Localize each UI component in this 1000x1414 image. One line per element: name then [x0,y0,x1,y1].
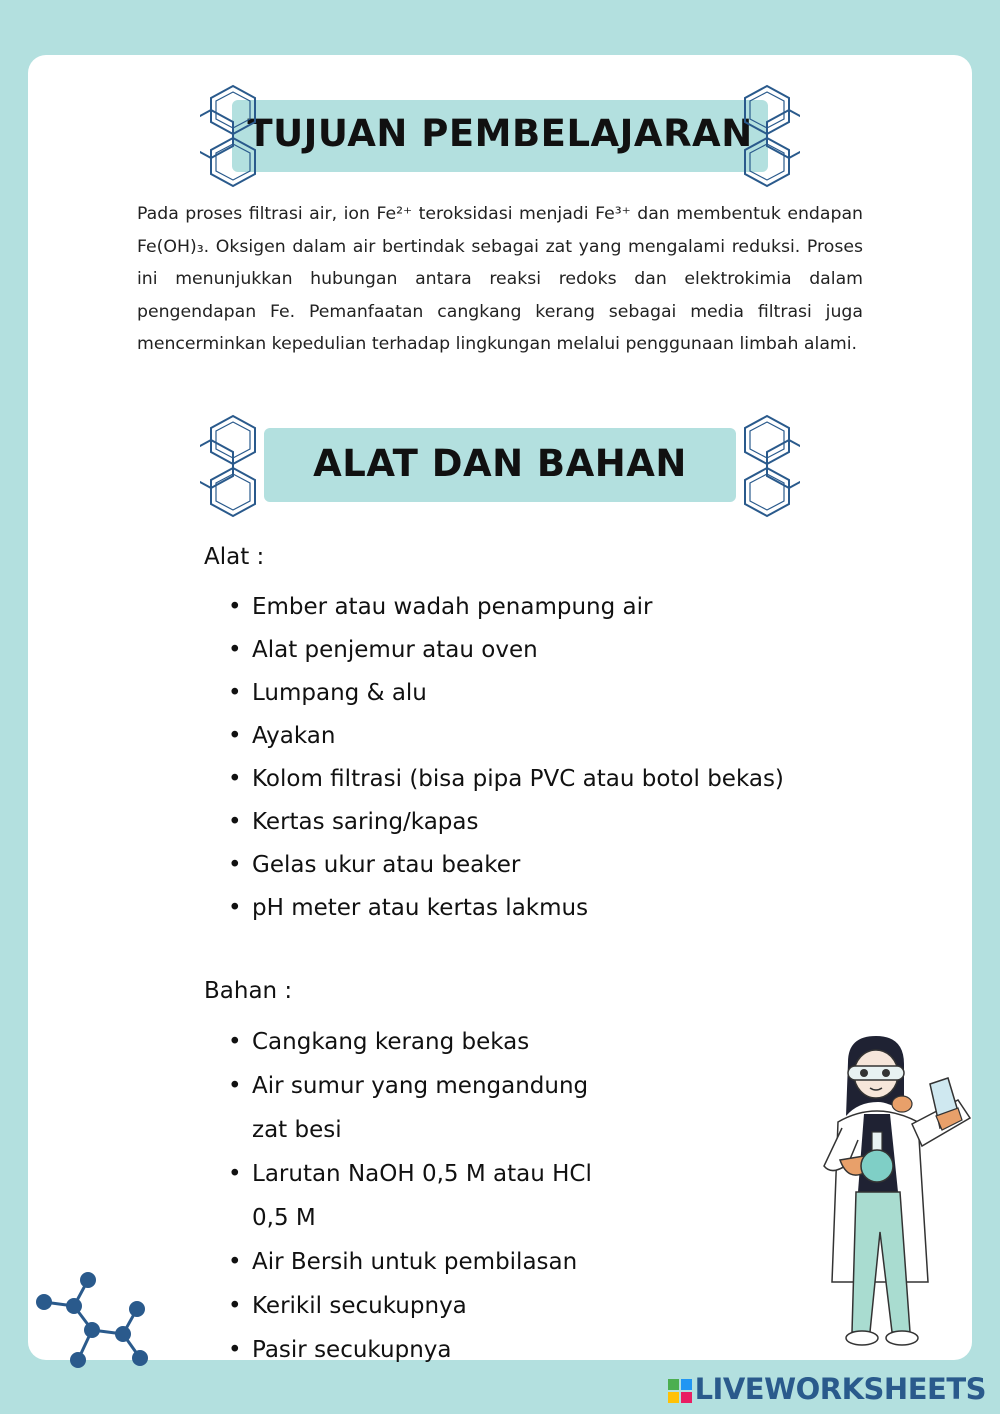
alat-label: Alat : [204,544,265,570]
section-title-tujuan: TUJUAN PEMBELAJARAN [247,112,753,155]
list-item: • Ayakan [228,715,784,758]
list-item: • Ember atau wadah penampung air [228,586,784,629]
molecule-network-icon [30,1268,160,1368]
alat-list [228,586,784,930]
list-item: • Lumpang & alu [228,672,784,715]
list-item: • Air Bersih untuk pembilasan [228,1240,628,1284]
section-title-alat-bahan: ALAT DAN BAHAN [313,442,687,485]
list-item: • Pasir secukupnya [228,1328,628,1372]
list-item: • Kolom filtrasi (bisa pipa PVC atau botol bekas) [228,758,784,801]
molecule-icon-right-2 [734,412,800,520]
scientist-illustration [818,1032,978,1362]
bahan-label: Bahan : [204,978,293,1004]
list-item: • Gelas ukur atau beaker [228,844,784,887]
molecule-icon-right-1 [734,82,800,190]
list-item: • Air sumur yang mengandung zat besi [228,1064,628,1152]
logo-blocks-icon [668,1379,692,1403]
list-item: • Kertas saring/kapas [228,801,784,844]
list-item: • Cangkang kerang bekas [228,1020,628,1064]
liveworksheets-logo [668,1372,986,1406]
learning-objective-paragraph: Pada proses filtrasi air, ion Fe²⁺ teroksidasi menjadi Fe³⁺ dan membentuk endapan Fe(OH)₃. Oksigen dalam air bertindak sebagai zat yang mengalami reduksi. Proses ini menunjukkan hubungan antara reaksi redoks dan elektrokimia dalam pengendapan Fe. Pemanfaatan cangkang kerang sebagai media filtrasi juga mencerminkan kepedulian terhadap lingkungan melalui penggunaan limbah alami. [137,204,863,355]
list-item: • Larutan NaOH 0,5 M atau HCl 0,5 M [228,1152,592,1240]
bahan-list [228,1020,628,1372]
list-item: • Kerikil secukupnya [228,1284,628,1328]
logo-text: LIVEWORKSHEETS [694,1372,986,1406]
molecule-icon-left-1 [200,82,266,190]
list-item: • Alat penjemur atau oven [228,629,784,672]
list-item: • pH meter atau kertas lakmus [228,887,784,930]
molecule-icon-left-2 [200,412,266,520]
